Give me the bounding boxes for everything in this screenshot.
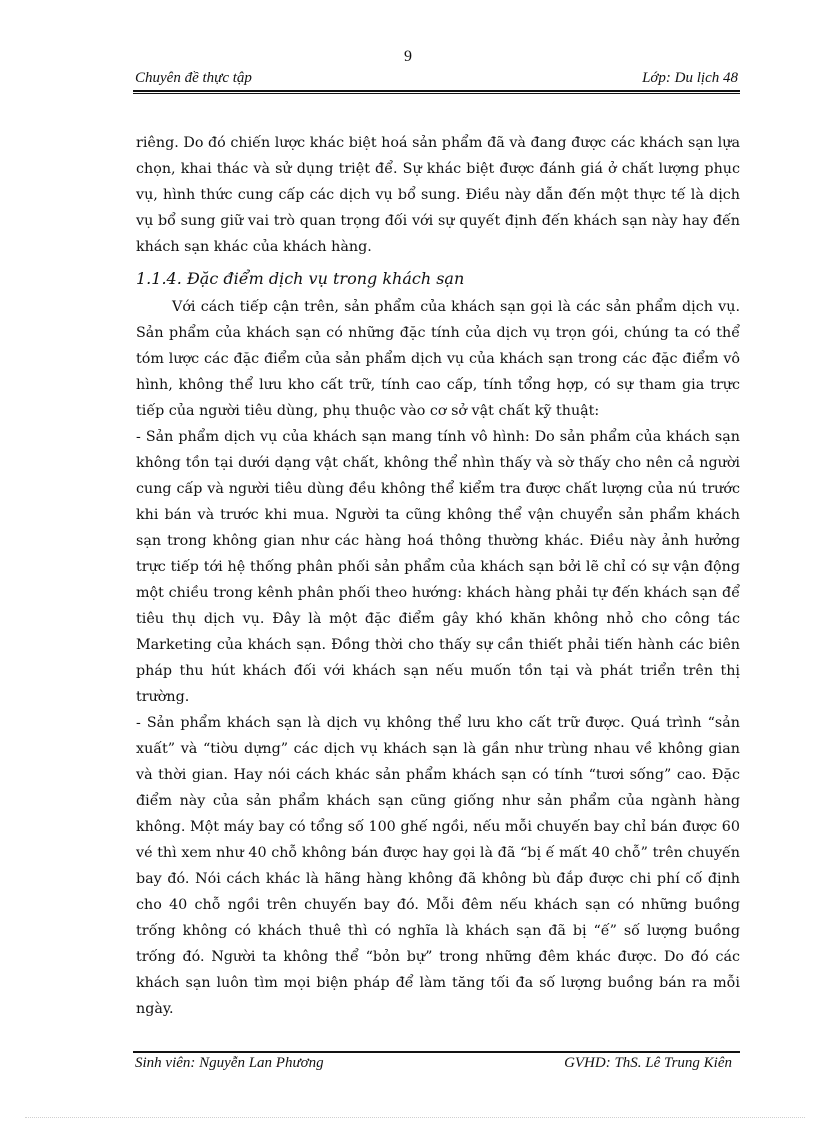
footer-divider bbox=[133, 1051, 740, 1053]
page-body bbox=[136, 130, 740, 1022]
paragraph-intangible: - Sản phẩm dịch vụ của khách sạn mang tính vô hình: Do sản phẩm của khách sạn không tồn tại dưới dạng vật chất, không thể nhìn thấy và sờ thấy cho nên cả người cung cấp và người tiêu dùng đều không thể kiểm tra được chất lượng của nú trước khi bán và trước khi mua. Người ta cũng không thể vận chuyển sản phẩm khách sạn trong không gian như các hàng hoá thông thường khác. Điều này ảnh hưởng trực tiếp tới hệ thống phân phối sản phẩm của khách sạn bởi lẽ chỉ có sự vận động một chiều trong kênh phân phối theo hướng: khách hàng phải tự đến khách sạn để tiêu thụ dịch vụ. Đây là một đặc điểm gây khó khăn không nhỏ cho công tác Marketing của khách sạn. Đồng thời cho thấy sự cần thiết phải tiến hành các biên pháp thu hút khách đối với khách sạn nếu muốn tồn tại và phát triển trên thị trường. bbox=[136, 429, 740, 705]
page-footer bbox=[135, 1055, 740, 1079]
footer-supervisor-name: GVHD: ThS. Lê Trung Kiên bbox=[564, 1055, 732, 1071]
paragraph-intro: Với cách tiếp cận trên, sản phẩm của khách sạn gọi là các sản phẩm dịch vụ. Sản phẩm của khách sạn có những đặc tính của dịch vụ trọn gói, chúng ta có thể tóm lược các đặc điểm của sản phẩm dịch vụ của khách sạn trong các đặc điểm vô hình, không thể lưu kho cất trữ, tính cao cấp, tính tổng hợp, có sự tham gia trực tiếp của người tiêu dùng, phụ thuộc vào cơ sở vật chất kỹ thuật: bbox=[136, 299, 740, 419]
section-heading: 1.1.4. Đặc điểm dịch vụ trong khách sạn bbox=[136, 269, 465, 288]
header-divider bbox=[133, 90, 740, 94]
header-document-title: Chuyên đề thực tập bbox=[135, 70, 252, 86]
footer-student-name: Sinh viên: Nguyễn Lan Phương bbox=[135, 1055, 324, 1071]
page-edge-line bbox=[25, 1117, 805, 1118]
paragraph-perishable: - Sản phẩm khách sạn là dịch vụ không thể lưu kho cất trữ được. Quá trình “sản xuất” và “tiờu dựng” các dịch vụ khách sạn là gần như trùng nhau về không gian và thời gian. Hay nói cách khác sản phẩm khách sạn có tính “tươi sống” cao. Đặc điểm này của sản phẩm khách sạn cũng giống như sản phẩm của ngành hàng không. Một máy bay có tổng số 100 ghế ngồi, nếu mỗi chuyến bay chỉ bán được 60 vé thì xem như 40 chỗ không bán được hay gọi là đã “bị ế mất 40 chỗ” trên chuyến bay đó. Nói cách khác là hãng hàng không đã không bù đắp được chi phí cố định cho 40 chỗ ngồi trên chuyến bay đó. Mỗi đêm nếu khách sạn có những buồng trống không có khách thuê thì có nghĩa là khách sạn đã bị “ế” số lượng buồng trống đó. Người ta không thể “bỏn bự” trong những đêm khác được. Do đó các khách sạn luôn tìm mọi biện pháp để làm tăng tối đa số lượng buồng bán ra mỗi ngày. bbox=[136, 715, 740, 1017]
page-number: 9 bbox=[404, 48, 412, 65]
page-header bbox=[135, 68, 740, 92]
paragraph-continuation: riêng. Do đó chiến lược khác biệt hoá sản phẩm đã và đang được các khách sạn lựa chọn, khai thác và sử dụng triệt để. Sự khác biệt được đánh giá ở chất lượng phục vụ, hình thức cung cấp các dịch vụ bổ sung. Điều này dẫn đến một thực tế là dịch vụ bổ sung giữ vai trò quan trọng đối với sự quyết định đến khách sạn này hay đến khách sạn khác của khách hàng. bbox=[136, 135, 740, 255]
header-class-label: Lớp: Du lịch 48 bbox=[642, 70, 738, 86]
